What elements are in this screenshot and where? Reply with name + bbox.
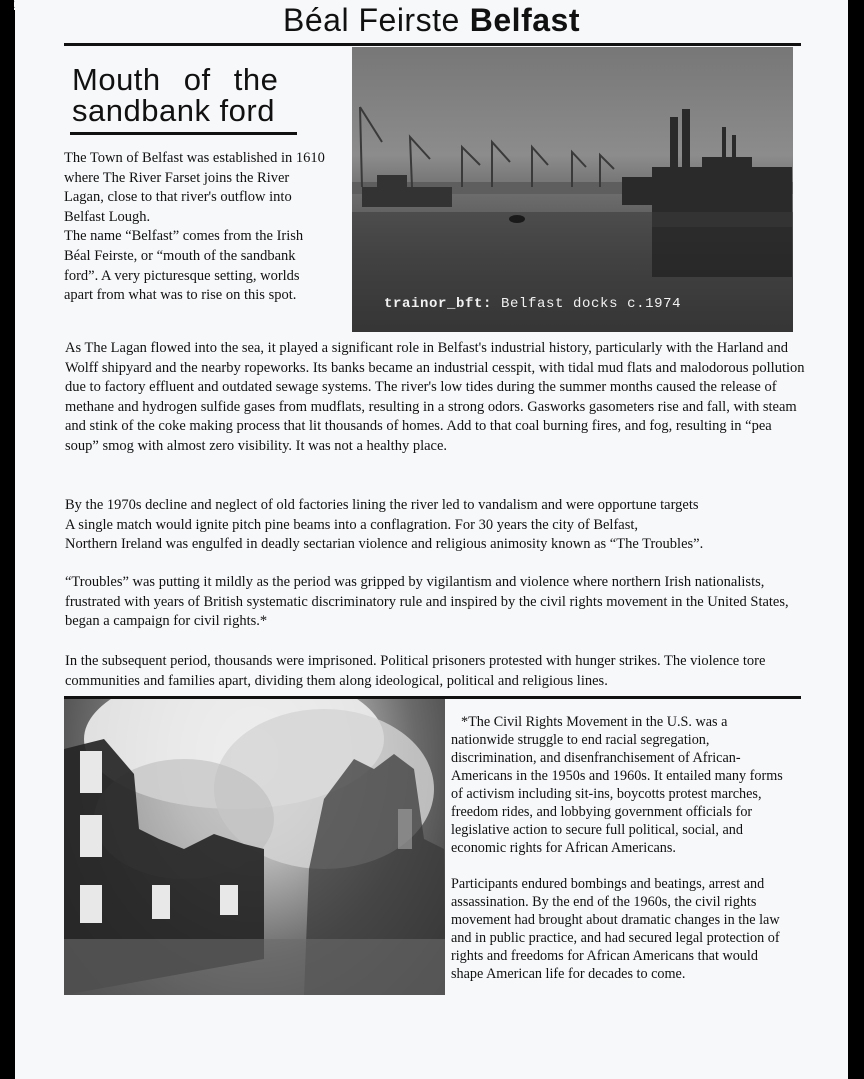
headline-line-1: Mouth of the (72, 62, 279, 97)
headline-line-2: sandbank ford (72, 93, 275, 128)
body-paragraph-3 (65, 573, 805, 632)
caption-text: Belfast docks c.1974 (501, 296, 682, 312)
body-paragraph-2 (65, 496, 805, 555)
sidebar-paragraph-1: *The Civil Rights Movement in the U.S. was a nationwide struggle to end racial segregation, discrimination, and disenfranchisement of African-Americans in the 1950s and 1960s. It entailed many forms of activism including sit-ins, boycotts protest marches, freedom rides, and lobbying government officials for legislative action to secure full political, social, and economic rights for African Americans. (451, 714, 783, 856)
headline-rule (70, 132, 297, 135)
paragraph-aftermath: In the subsequent period, thousands were imprisoned. Political prisoners protested with hunger strikes. The violence tore communities and families apart, dividing them along ideological, political and religious lines. (65, 653, 766, 689)
intro-paragraph-1: The Town of Belfast was established in 1610 where The River Farset joins the River Lagan, close to that river's outflow into Belfast Lough. (64, 150, 325, 225)
intro-paragraph-2: The name “Belfast” comes from the Irish Béal Feirste, or “mouth of the sandbank ford”. A very picturesque setting, worlds apart from what was to rise on this spot. (64, 228, 304, 304)
paragraph-decline-line-3: Northern Ireland was engulfed in deadly sectarian violence and religious animosity known as “The Troubles”. (65, 536, 704, 552)
title-irish: Béal Feirste (283, 2, 460, 38)
docks-photo-caption (384, 296, 681, 312)
article-headline (72, 64, 304, 126)
paragraph-decline-line-2: A single match would ignite pitch pine beams into a conflagration. For 30 years the city of Belfast, (65, 516, 639, 533)
paragraph-decline-line-1: By the 1970s decline and neglect of old factories lining the river led to vandalism and were opportune targets (65, 497, 699, 513)
intro-text (64, 149, 326, 306)
paragraph-industrial-history: As The Lagan flowed into the sea, it played a significant role in Belfast's industrial history, particularly with the Harland and Wolff shipyard and the nearby ropeworks. Its banks became an industrial cesspit, with tidal mud flats and malodorous pollution due to factory effluent and outdated sewage systems. The river's low tides during the summer months caused the release of methane and hydrogen sulfide gases from mudflats, resulting in a strong odors. Gasworks gasometers rise and fall, with steam and stink of the coke making process that lit thousands of homes. Add to that coal burning fires, and fog, resulting in “pea soup” smog with almost zero visibility. It was not a healthy place. (65, 340, 805, 454)
page-header-title (15, 2, 848, 39)
paragraph-troubles: “Troubles” was putting it mildly as the period was gripped by vigilantism and violence where northern Irish nationalists, frustrated with years of British systematic discriminatory rule and inspired by the civil rights movement in the United States, began a campaign for civil rights.* (65, 574, 789, 629)
civil-rights-sidebar (451, 713, 791, 983)
body-paragraph-4 (65, 652, 805, 691)
burning-building-photo (64, 699, 445, 995)
body-paragraph-1 (65, 339, 805, 456)
fire-photo-illustration (64, 699, 445, 995)
header-rule (64, 43, 801, 46)
docks-photo-illustration (352, 47, 793, 332)
sidebar-spacer (451, 857, 791, 875)
caption-tag: trainor_bft: (384, 296, 493, 312)
sidebar-paragraph-2: Participants endured bombings and beatings, arrest and assassination. By the end of the 1960s, the civil rights movement had brought about dramatic changes in the law and in public practice, and had secured legal protection of rights and freedoms for African Americans that would shape American life for decades to come. (451, 876, 780, 982)
magazine-page (15, 0, 848, 1079)
belfast-docks-photo (352, 47, 793, 332)
title-english: Belfast (469, 2, 580, 38)
